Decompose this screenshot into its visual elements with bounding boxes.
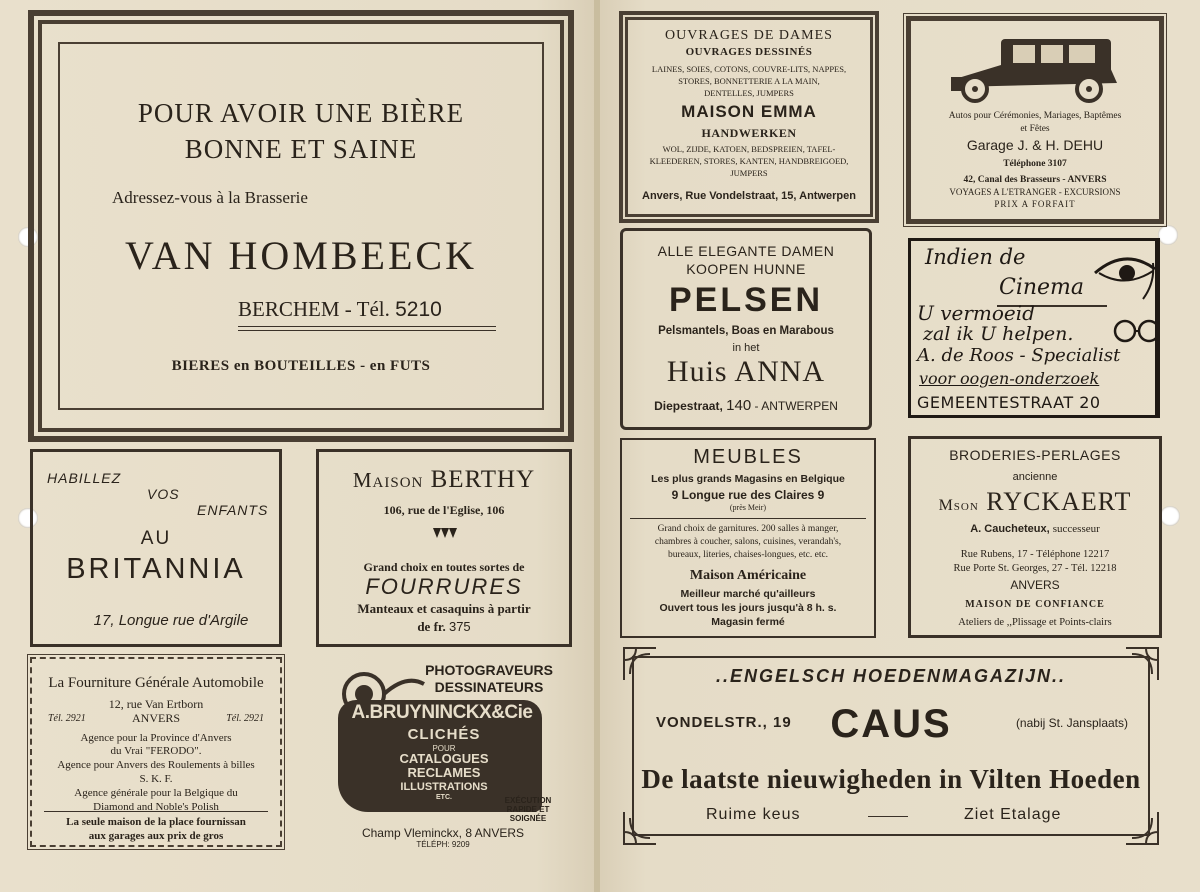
punch-hole: [1158, 225, 1178, 245]
meubles-l1: Les plus grands Magasins en Belgique: [651, 473, 845, 485]
meubles-f1: Meilleur marché qu'ailleurs: [680, 588, 816, 600]
exec-2: RAPIDE ET: [506, 805, 550, 814]
emma-address: Anvers, Rue Vondelstraat, 15, Antwerpen: [642, 190, 856, 202]
caus-f2: Ziet Etalage: [964, 806, 1062, 823]
anna-city: - ANTWERPEN: [754, 399, 838, 413]
bruyninckx-list: [374, 752, 514, 802]
fourniture-address: 12, rue Van Ertborn: [108, 697, 204, 711]
ryckaert-h1: BRODERIES-PERLAGES: [949, 447, 1121, 463]
berthy-choix: Grand choix en toutes sortes de: [363, 560, 525, 574]
berchem-text: BERCHEM - Tél.: [238, 297, 390, 321]
eye-icon: [1093, 243, 1159, 301]
pour: POUR: [432, 744, 456, 753]
adressez-text: Adressez-vous à la Brasserie: [112, 188, 308, 207]
ryckaert-succ-line: [911, 523, 1159, 535]
ad-huis-anna: [620, 228, 872, 430]
anna-street: Diepestraat,: [654, 399, 723, 413]
cliches: CLICHÉS: [407, 726, 481, 743]
ad-britannia: [30, 449, 282, 647]
berthy-de-fr: de fr.: [417, 619, 446, 634]
address-line: [238, 297, 442, 322]
anna-name: Huis ANNA: [666, 355, 826, 388]
roos-l1: Indien de: [925, 245, 1026, 269]
emma-h1: OUVRAGES DE DAMES: [665, 28, 833, 43]
tel-left: Tél. 2921: [48, 713, 86, 724]
dehu-tel: Téléphone 3107: [1003, 159, 1067, 169]
anna-address-line: [623, 397, 869, 414]
catalogues: CATALOGUES: [399, 751, 489, 766]
meubles-p2: chambres à coucher, salons, cuisines, verandah's,: [654, 537, 842, 547]
tel-right: Tél. 2921: [226, 713, 264, 724]
britannia-address: 17, Longue rue d'Argile: [93, 612, 249, 629]
berthy-maison: Maison: [352, 468, 424, 492]
anna-l1: ALLE ELEGANTE DAMEN: [657, 243, 835, 259]
berthy-fourrures: FOURRURES: [365, 574, 523, 599]
word-habillez: HABILLEZ: [47, 470, 122, 486]
fourniture-l3: Agence pour Anvers des Roulements à billes: [57, 759, 255, 771]
tel-number: 5210: [395, 298, 442, 321]
dehu-address: 42, Canal des Brasseurs - ANVERS: [963, 175, 1107, 185]
meubles-l2: 9 Longue rue des Claires 9: [671, 488, 825, 502]
meubles-p3: bureaux, literies, chaises-longues, etc. etc.: [667, 550, 829, 560]
ryckaert-a2: Rue Porte St. Georges, 27 - Tél. 12218: [953, 563, 1117, 574]
emma-l1: LAINES, SOIES, COTONS, COUVRE-LITS, NAPPES,: [651, 64, 847, 74]
ad-van-hombeeck: [30, 12, 572, 440]
fourniture-city: ANVERS: [131, 711, 180, 725]
anna-pelsen: PELSEN: [668, 281, 824, 319]
berthy-surname: BERTHY: [430, 466, 536, 493]
ryckaert-conf: MAISON DE CONFIANCE: [965, 599, 1105, 610]
ryckaert-name-line: [911, 487, 1159, 517]
corner-ornament-icon: [1122, 808, 1162, 848]
photograveurs: PHOTOGRAVEURS: [425, 662, 553, 678]
dehu-name: Garage J. & H. DEHU: [966, 137, 1104, 153]
word-enfants: ENFANTS: [197, 502, 269, 518]
meubles-p1: Grand choix de garnitures. 200 salles à manger,: [657, 524, 839, 534]
anna-num: 140: [726, 397, 752, 414]
meubles-name: Maison Américaine: [689, 568, 807, 583]
ad-meubles: [620, 438, 876, 638]
dehu-voyages: VOYAGES A L'ETRANGER - EXCURSIONS: [949, 187, 1121, 197]
caus-f1: Ruime keus: [706, 806, 801, 823]
fourniture-l4: S. K. F.: [139, 773, 173, 785]
ad-fourniture-automobile: [30, 657, 282, 847]
exec-3: SOIGNÉE: [509, 814, 547, 823]
ad-caus: [620, 644, 1162, 848]
word-au: AU: [140, 528, 172, 549]
reclames: RECLAMES: [407, 765, 481, 780]
ad-ryckaert: [908, 436, 1162, 638]
fourniture-f2: aux garages aux prix de gros: [88, 830, 224, 842]
roos-l6: voor oogen-onderzoek: [919, 369, 1100, 388]
meubles-f2: Ouvert tous les jours jusqu'à 8 h. s.: [659, 602, 837, 614]
roos-l4: zal ik U helpen.: [923, 323, 1074, 345]
ryckaert-succ: successeur: [1052, 523, 1100, 535]
ryckaert-mson: Mson: [938, 497, 979, 514]
bruyninckx-header: [424, 662, 554, 696]
ryckaert-city: ANVERS: [1010, 578, 1060, 592]
headline-line1: POUR AVOIR UNE BIÈRE: [137, 98, 465, 128]
roos-l3: U vermoeid: [917, 301, 1035, 325]
dessinateurs: DESSINATEURS: [434, 679, 544, 695]
emma-hw: HANDWERKEN: [701, 126, 797, 140]
ad-garage-dehu: [906, 16, 1164, 224]
ad-berthy: [316, 449, 572, 647]
ryckaert-name: RYCKAERT: [986, 487, 1132, 516]
fourniture-l5: Agence générale pour la Belgique du: [74, 787, 238, 799]
bruyninckx-address: Champ Vleminckx, 8 ANVERS: [361, 826, 525, 840]
emma-n1: WOL, ZIJDE, KATOEN, BEDSPREIEN, TAFEL-: [662, 144, 836, 154]
anna-l3: Pelsmantels, Boas en Marabous: [658, 325, 834, 337]
anna-inhet: in het: [732, 342, 760, 354]
exec-1: EXÉCUTION: [504, 796, 552, 805]
execution: [500, 796, 556, 823]
headline-line2: BONNE ET SAINE: [184, 134, 418, 164]
berthy-price: 375: [448, 619, 471, 634]
meubles-l3: (près Meir): [729, 503, 767, 512]
emma-l2: STORES, BONNETTERIE A LA MAIN,: [678, 76, 820, 86]
dehu-prix: PRIX A FORFAIT: [994, 199, 1076, 209]
meubles-title: MEUBLES: [693, 446, 803, 468]
fleuron-icon: [433, 528, 457, 540]
caus-title: ..ENGELSCH HOEDENMAGAZIJN..: [715, 666, 1067, 686]
britannia-name: BRITANNIA: [66, 553, 246, 585]
car-icon: [949, 35, 1121, 105]
caus-near: (nabij St. Jansplaats): [1015, 716, 1128, 730]
ryckaert-succ-name: A. Caucheteux,: [970, 523, 1050, 535]
illustrations: ILLUSTRATIONS: [400, 781, 488, 793]
fourniture-f1: La seule maison de la place fournissan: [66, 816, 246, 828]
footer-text: BIERES en BOUTEILLES - en FUTS: [171, 358, 431, 374]
fourniture-l6: Diamond and Noble's Polish: [93, 801, 219, 813]
bruyninckx-name: A.BRUYNINCKX&Cie: [351, 702, 533, 723]
fourniture-l1: Agence pour la Province d'Anvers: [80, 732, 232, 744]
ryckaert-ancienne: ancienne: [1012, 471, 1058, 483]
roos-l7: GEMEENTESTRAAT 20: [917, 393, 1101, 412]
emma-h2: OUVRAGES DESSINÉS: [685, 46, 813, 58]
emma-name: MAISON EMMA: [681, 102, 817, 121]
ad-bruyninckx: [334, 660, 556, 850]
punch-hole: [1160, 506, 1180, 526]
fourniture-l2: du Vrai "FERODO".: [110, 745, 202, 757]
word-vos: VOS: [147, 486, 180, 502]
corner-ornament-icon: [620, 808, 660, 848]
etc: ETC.: [436, 794, 452, 801]
roos-l5: A. de Roos - Specialist: [917, 345, 1121, 366]
caus-name: CAUS: [830, 702, 952, 746]
meubles-f3: Magasin fermé: [711, 616, 785, 628]
berthy-manteaux: Manteaux et casaquins à partir: [357, 601, 531, 616]
berthy-price-line: [319, 619, 569, 635]
ad-de-roos: [908, 238, 1160, 418]
berthy-name: [319, 466, 569, 494]
ad-maison-emma: [620, 12, 878, 222]
dehu-l1: Autos pour Cérémonies, Mariages, Baptêmes: [948, 111, 1122, 121]
caus-slogan: De laatste nieuwigheden in Vilten Hoeden: [641, 764, 1141, 794]
bruyninckx-tel: TÉLÉPH: 9209: [416, 840, 470, 849]
brewery-name: VAN HOMBEECK: [125, 233, 477, 278]
emma-n2: KLEEDEREN, STORES, KANTEN, HANDBREIGOED,: [649, 156, 849, 166]
dehu-l2: et Fêtes: [1020, 124, 1050, 134]
ryckaert-a1: Rue Rubens, 17 - Téléphone 12217: [960, 549, 1110, 560]
fourniture-title: La Fourniture Générale Automobile: [48, 675, 264, 691]
caus-street: VONDELSTR., 19: [656, 714, 792, 731]
berthy-address: 106, rue de l'Eglise, 106: [383, 503, 505, 517]
emma-l3: DENTELLES, JUMPERS: [704, 88, 794, 98]
ryckaert-ateliers: Ateliers de ,,Plissage et Points-clairs: [958, 617, 1112, 628]
roos-l2: Cinema: [999, 275, 1085, 300]
page-fold: [594, 0, 600, 892]
anna-l2: KOOPEN HUNNE: [686, 261, 806, 277]
emma-n3: JUMPERS: [730, 168, 768, 178]
